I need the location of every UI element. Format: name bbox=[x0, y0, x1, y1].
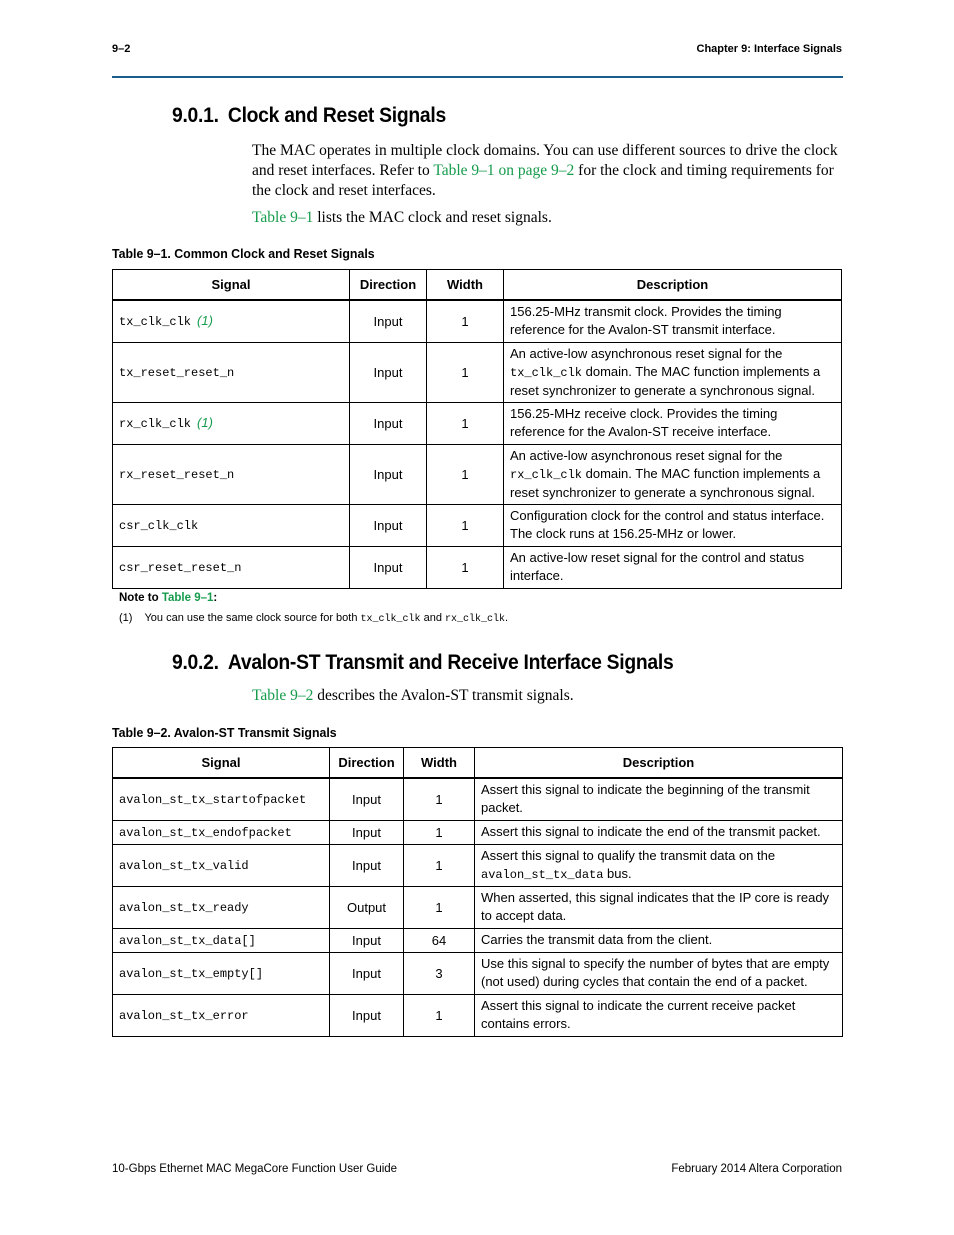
page-number: 9–2 bbox=[112, 43, 131, 55]
table-row bbox=[113, 504, 842, 546]
description-cell bbox=[504, 300, 842, 342]
signal-cell bbox=[113, 844, 330, 886]
column-header: Width bbox=[427, 270, 504, 301]
description-cell bbox=[504, 546, 842, 588]
description-cell bbox=[504, 504, 842, 546]
avalon-st-transmit-table bbox=[112, 747, 843, 1037]
table-caption: Table 9–1. Common Clock and Reset Signals bbox=[112, 246, 375, 261]
section-number: 9.0.1. bbox=[172, 104, 219, 127]
column-header: Direction bbox=[350, 270, 427, 301]
description-text: Assert this signal to indicate the current receive packet contains errors. bbox=[481, 998, 796, 1031]
signal-name: avalon_st_tx_empty[] bbox=[119, 966, 264, 981]
signal-name: avalon_st_tx_startofpacket bbox=[119, 792, 307, 807]
signal-name: tx_clk_clk bbox=[119, 315, 192, 330]
description-cell bbox=[475, 928, 843, 952]
description-text: 156.25-MHz receive clock. Provides the timing reference for the Avalon-ST receive interface. bbox=[510, 406, 778, 439]
width-cell: 1 bbox=[404, 844, 475, 886]
description-text: Assert this signal to qualify the transmit data on the bbox=[481, 847, 776, 863]
table-9-1-link[interactable]: Table 9–1 bbox=[252, 209, 314, 226]
signal-cell bbox=[113, 300, 350, 342]
table-caption: Table 9–2. Avalon-ST Transmit Signals bbox=[112, 725, 337, 740]
description-text: Assert this signal to indicate the end of the transmit packet. bbox=[481, 824, 821, 839]
direction-cell: Input bbox=[350, 546, 427, 588]
table-row bbox=[113, 300, 842, 342]
signal-cell bbox=[113, 778, 330, 820]
signal-name: avalon_st_tx_ready bbox=[119, 900, 249, 915]
direction-cell: Input bbox=[350, 504, 427, 546]
table-row bbox=[113, 546, 842, 588]
footnote-text: You can use the same clock source for both bbox=[144, 612, 361, 624]
section-number: 9.0.2. bbox=[172, 651, 219, 674]
section-title: Clock and Reset Signals bbox=[227, 104, 446, 127]
width-cell: 1 bbox=[427, 444, 504, 504]
direction-cell: Input bbox=[330, 844, 404, 886]
direction-cell: Input bbox=[350, 444, 427, 504]
paragraph-text: describes the Avalon-ST transmit signals. bbox=[313, 687, 574, 704]
paragraph-table-ref bbox=[252, 208, 842, 228]
description-text: Assert this signal to indicate the beginning of the transmit packet. bbox=[481, 782, 810, 816]
description-cell bbox=[475, 820, 843, 844]
description-text: An active-low asynchronous reset signal for the bbox=[510, 447, 783, 463]
paragraph-table2-ref bbox=[252, 686, 842, 706]
description-cell bbox=[504, 342, 842, 402]
table-row bbox=[113, 844, 843, 886]
description-code: avalon_st_tx_data bbox=[481, 867, 604, 882]
table-header-row bbox=[113, 748, 843, 779]
width-cell: 1 bbox=[404, 820, 475, 844]
description-text: When asserted, this signal indicates that the IP core is ready to accept data. bbox=[481, 890, 830, 923]
paragraph-text: for the clock and timing requirements for the clock and reset interfaces. bbox=[252, 162, 834, 199]
signal-cell bbox=[113, 504, 350, 546]
section-title: Avalon-ST Transmit and Receive Interface Signals bbox=[227, 651, 674, 674]
signal-cell bbox=[113, 994, 330, 1036]
width-cell: 1 bbox=[427, 300, 504, 342]
table-row bbox=[113, 778, 843, 820]
footnote-text: . bbox=[505, 612, 509, 624]
footer-date-company: February 2014 Altera Corporation bbox=[671, 1163, 842, 1175]
direction-cell: Input bbox=[350, 402, 427, 444]
description-text: 156.25-MHz transmit clock. Provides the timing reference for the Avalon-ST transmit interface. bbox=[510, 304, 782, 338]
note-colon: : bbox=[213, 592, 218, 604]
table-9-1-page-link[interactable]: Table 9–1 on page 9–2 bbox=[433, 162, 575, 179]
column-header: Signal bbox=[113, 270, 350, 301]
table-row bbox=[113, 820, 843, 844]
signal-name: avalon_st_tx_valid bbox=[119, 858, 249, 873]
direction-cell: Input bbox=[330, 820, 404, 844]
table-9-2-link[interactable]: Table 9–2 bbox=[252, 687, 314, 704]
description-cell bbox=[504, 444, 842, 504]
description-code: rx_clk_clk bbox=[510, 467, 583, 482]
table-row bbox=[113, 342, 842, 402]
column-header: Signal bbox=[113, 748, 330, 779]
description-text: Use this signal to specify the number of bytes that are empty (not used) during cycles that contain the end of a packet. bbox=[481, 956, 830, 989]
table-row bbox=[113, 928, 843, 952]
direction-cell: Input bbox=[330, 952, 404, 994]
description-cell bbox=[475, 844, 843, 886]
footnote-code: rx_clk_clk bbox=[445, 614, 506, 625]
footer-doc-title: 10-Gbps Ethernet MAC MegaCore Function User Guide bbox=[112, 1163, 398, 1175]
header-rule bbox=[112, 76, 843, 78]
table-header-row bbox=[113, 270, 842, 301]
footnote-1 bbox=[119, 612, 508, 625]
direction-cell: Output bbox=[330, 886, 404, 928]
description-code: tx_clk_clk bbox=[510, 365, 583, 380]
signal-cell bbox=[113, 928, 330, 952]
column-header: Description bbox=[504, 270, 842, 301]
column-header: Width bbox=[404, 748, 475, 779]
signal-cell bbox=[113, 546, 350, 588]
column-header: Direction bbox=[330, 748, 404, 779]
width-cell: 3 bbox=[404, 952, 475, 994]
signal-cell bbox=[113, 820, 330, 844]
description-text: An active-low asynchronous reset signal for the bbox=[510, 345, 783, 361]
width-cell: 1 bbox=[427, 504, 504, 546]
description-cell bbox=[475, 778, 843, 820]
signal-name: avalon_st_tx_error bbox=[119, 1008, 249, 1023]
direction-cell: Input bbox=[330, 778, 404, 820]
footnote-ref-link[interactable]: (1) bbox=[197, 313, 213, 329]
footnote-code: tx_clk_clk bbox=[360, 614, 421, 625]
description-cell bbox=[475, 994, 843, 1036]
description-text: Carries the transmit data from the client. bbox=[481, 932, 713, 947]
note-label: Note to bbox=[119, 592, 162, 604]
signal-name: rx_reset_reset_n bbox=[119, 467, 235, 482]
footnote-number: (1) bbox=[119, 612, 133, 624]
chapter-title: Chapter 9: Interface Signals bbox=[696, 43, 842, 55]
table-row bbox=[113, 886, 843, 928]
signal-name: rx_clk_clk bbox=[119, 417, 192, 431]
signal-name: csr_reset_reset_n bbox=[119, 560, 242, 575]
description-cell bbox=[475, 886, 843, 928]
footnote-ref-link[interactable]: (1) bbox=[197, 415, 213, 430]
signal-cell bbox=[113, 886, 330, 928]
signal-name: avalon_st_tx_data[] bbox=[119, 933, 256, 948]
footnote-text: and bbox=[420, 612, 445, 624]
direction-cell: Input bbox=[330, 928, 404, 952]
table-row bbox=[113, 952, 843, 994]
table-row bbox=[113, 994, 843, 1036]
description-text: domain. The MAC function implements a reset synchronizer to generate a synchronous signal. bbox=[510, 363, 821, 398]
description-cell bbox=[504, 402, 842, 444]
direction-cell: Input bbox=[350, 300, 427, 342]
width-cell: 1 bbox=[404, 994, 475, 1036]
section-heading-clock-reset bbox=[172, 104, 446, 128]
width-cell: 1 bbox=[427, 342, 504, 402]
note-table-link[interactable]: Table 9–1 bbox=[161, 592, 214, 604]
width-cell: 1 bbox=[427, 546, 504, 588]
width-cell: 1 bbox=[404, 778, 475, 820]
width-cell: 64 bbox=[404, 928, 475, 952]
description-text: bus. bbox=[603, 865, 632, 881]
width-cell: 1 bbox=[427, 402, 504, 444]
description-text: domain. The MAC function implements a reset synchronizer to generate a synchronous signal. bbox=[510, 465, 821, 500]
clock-reset-signals-table bbox=[112, 269, 842, 589]
table-row bbox=[113, 402, 842, 444]
paragraph-text: The MAC operates in multiple clock domains. You can use different sources to drive the clock and reset interfaces. Refer to bbox=[252, 142, 838, 179]
description-text: An active-low reset signal for the control and status interface. bbox=[510, 550, 805, 583]
description-cell bbox=[475, 952, 843, 994]
table-note bbox=[119, 592, 217, 604]
description-text: Configuration clock for the control and status interface. The clock runs at 156.25-MHz or lower. bbox=[510, 508, 825, 541]
signal-cell bbox=[113, 402, 350, 444]
paragraph-clock-domains bbox=[252, 141, 842, 201]
signal-name: avalon_st_tx_endofpacket bbox=[119, 825, 292, 840]
signal-cell bbox=[113, 952, 330, 994]
column-header: Description bbox=[475, 748, 843, 779]
paragraph-text: lists the MAC clock and reset signals. bbox=[313, 209, 552, 226]
table-row bbox=[113, 444, 842, 504]
section-heading-avalon-st bbox=[172, 651, 673, 675]
direction-cell: Input bbox=[350, 342, 427, 402]
signal-cell bbox=[113, 444, 350, 504]
direction-cell: Input bbox=[330, 994, 404, 1036]
signal-cell bbox=[113, 342, 350, 402]
signal-name: csr_clk_clk bbox=[119, 518, 199, 533]
width-cell: 1 bbox=[404, 886, 475, 928]
signal-name: tx_reset_reset_n bbox=[119, 365, 235, 380]
